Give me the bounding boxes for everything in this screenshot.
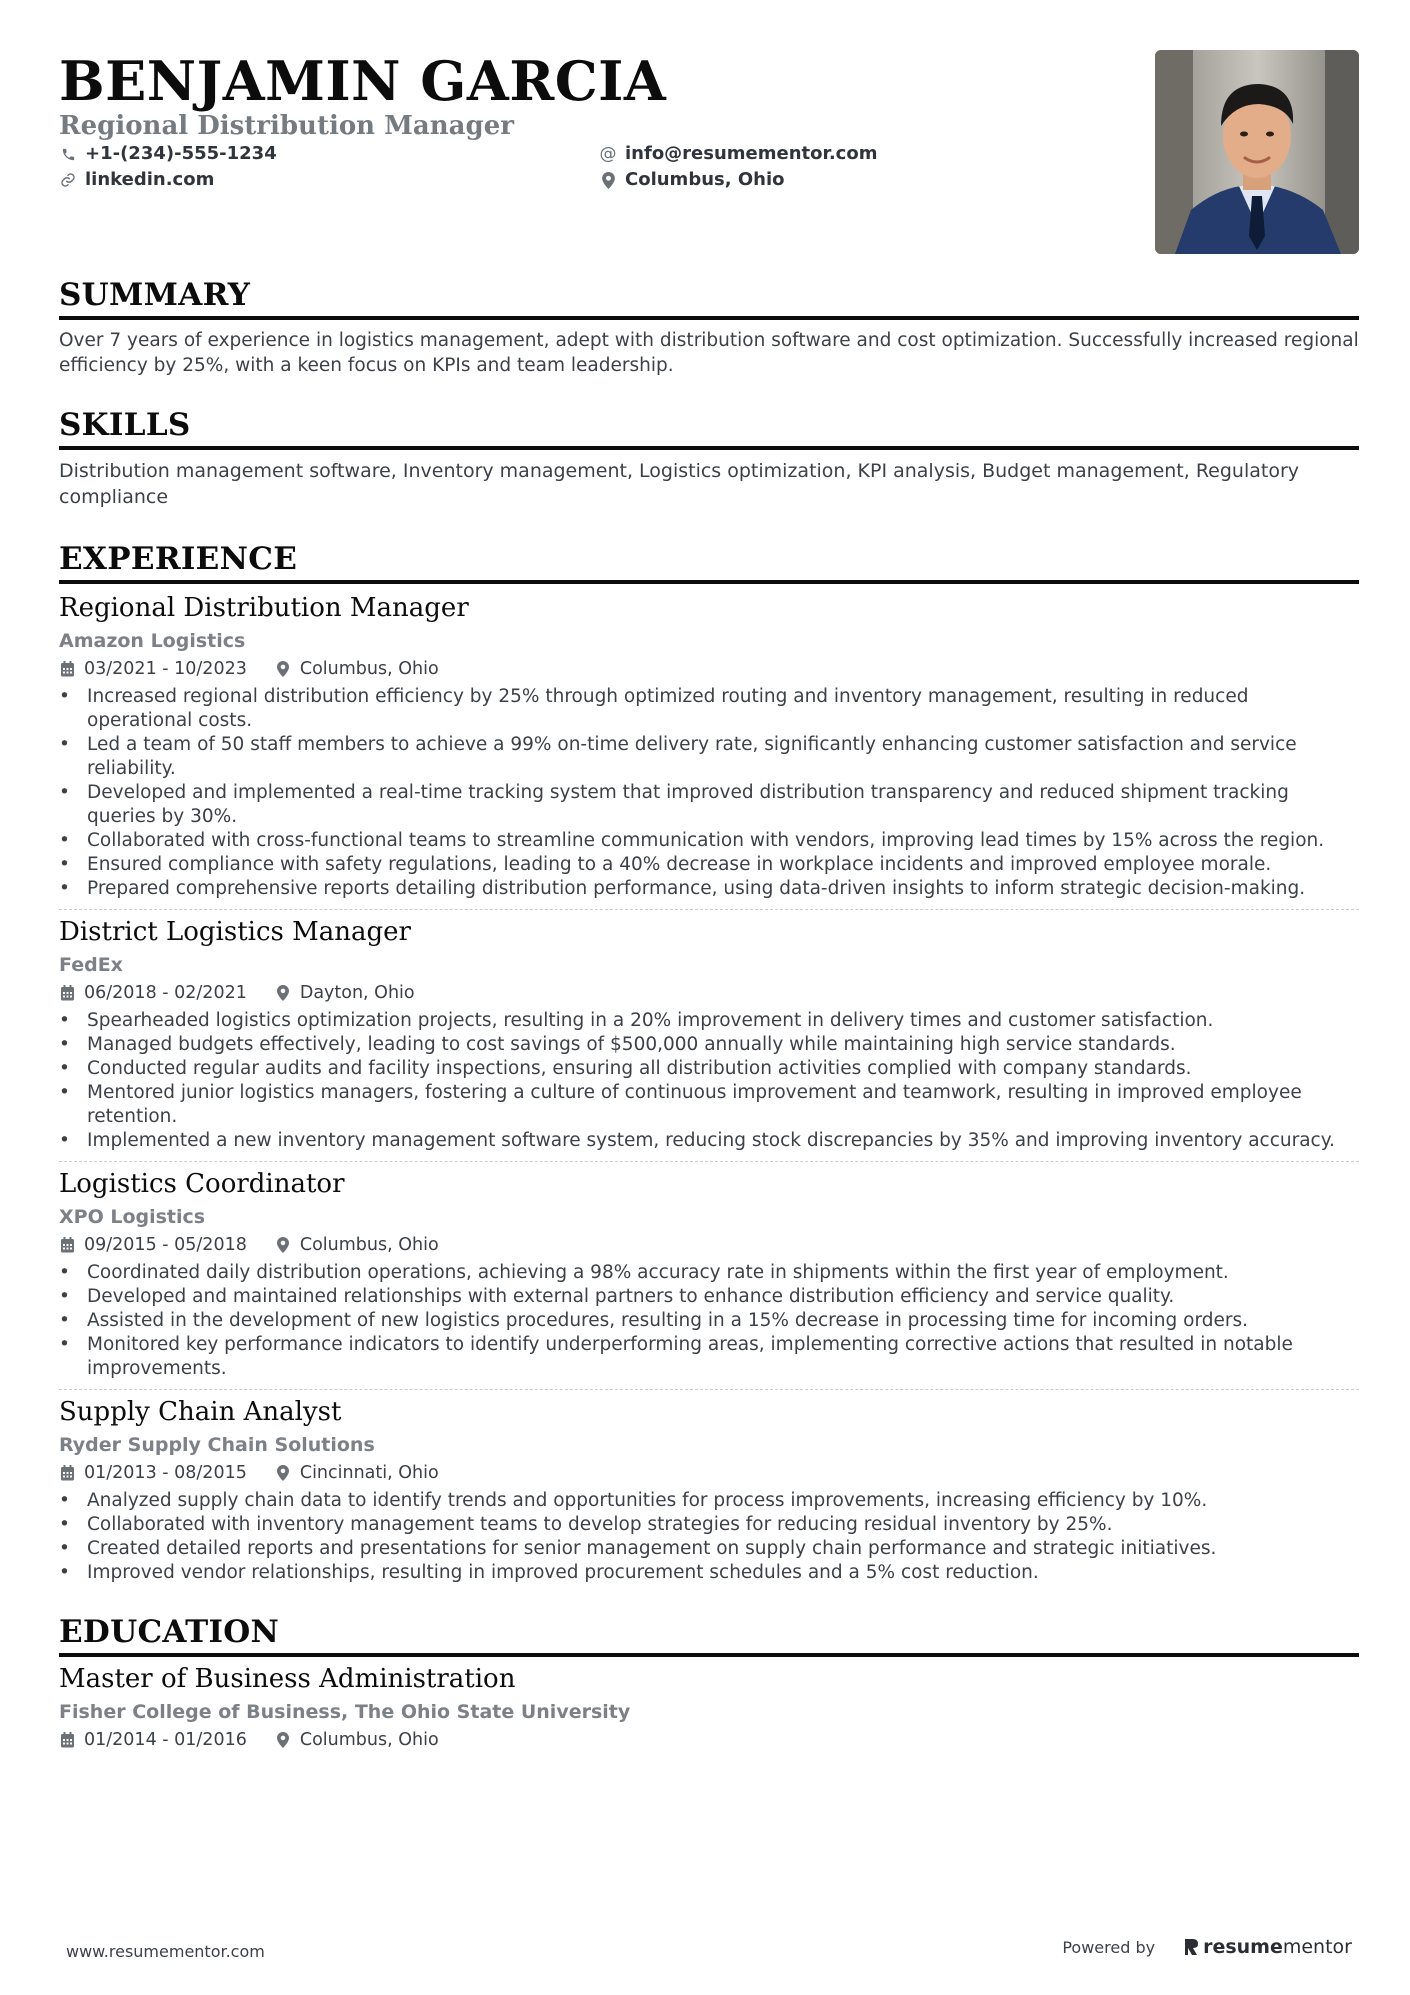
brand-logo[interactable] [1183,1936,1352,1958]
contact-email[interactable] [599,144,999,164]
job-entry [59,916,1359,1153]
map-pin-icon [275,1465,291,1481]
calendar-icon [59,661,75,677]
school-name: Fisher College of Business, The Ohio State University [59,1701,631,1723]
list-item: • Conducted regular audits and facility inspections, ensuring all distribution activities complied with company standards. [59,1057,1359,1081]
calendar-icon [59,985,75,1001]
skills-heading: SKILLS [59,406,1359,450]
resume-header [59,50,1359,250]
list-item: • Monitored key performance indicators to identify underperforming areas, implementing corrective actions that resulted in notable improvements. [59,1333,1359,1381]
education-section [59,1613,1359,1751]
summary-text: Over 7 years of experience in logistics management, adept with distribution software and cost optimization. Successfully increased regional efficiency by 25%, with a keen focus on KPIs and team leadership. [59,330,1359,376]
footer-branding [1062,1936,1352,1958]
job-entry [59,592,1359,901]
list-item: • Coordinated daily distribution operations, achieving a 98% accuracy rate in shipments within the first year of employment. [59,1261,1359,1285]
job-meta [59,1462,1359,1484]
map-pin-icon [275,1237,291,1253]
job-divider [59,1161,1359,1162]
skills-text: Distribution management software, Inventory management, Logistics optimization, KPI analysis, Budget management, Regulatory compliance [59,460,1300,508]
list-item: • Prepared comprehensive reports detailing distribution performance, using data-driven insights to inform strategic decision-making. [59,877,1359,901]
phone-icon [59,145,77,163]
job-location: Cincinnati, Ohio [299,1463,439,1483]
summary-section [59,276,1359,378]
list-item: • Assisted in the development of new logistics procedures, resulting in a 15% decrease in processing time for incoming orders. [59,1309,1359,1333]
experience-section [59,540,1359,1585]
list-item: • Managed budgets effectively, leading to cost savings of $500,000 annually while maintaining high service standards. [59,1033,1359,1057]
job-company: Ryder Supply Chain Solutions [59,1434,375,1456]
powered-by-label: Powered by [1062,1937,1156,1957]
job-meta [59,1234,1359,1256]
job-dates: 03/2021 - 10/2023 [84,659,247,679]
list-item: • Increased regional distribution efficiency by 25% through optimized routing and inventory management, resulting in reduced operational costs. [59,685,1359,733]
list-item: • Implemented a new inventory management software system, reducing stock discrepancies by 35% and improving inventory accuracy. [59,1129,1359,1153]
list-item: • Developed and maintained relationships with external partners to enhance distribution efficiency and service quality. [59,1285,1359,1309]
job-location: Dayton, Ohio [299,983,415,1003]
profile-photo [1155,50,1359,254]
job-dates: 09/2015 - 05/2018 [84,1235,247,1255]
candidate-title: Regional Distribution Manager [59,111,514,141]
job-dates: 06/2018 - 02/2021 [84,983,247,1003]
job-company: Amazon Logistics [59,630,246,652]
skills-section [59,406,1359,510]
job-company: XPO Logistics [59,1206,206,1228]
calendar-icon [59,1237,75,1253]
education-entry [59,1663,1359,1751]
job-title: Supply Chain Analyst [59,1397,342,1427]
brand-name-bold: resume [1203,1936,1283,1958]
job-divider [59,909,1359,910]
job-dates: 01/2013 - 08/2015 [84,1463,247,1483]
list-item: • Ensured compliance with safety regulations, leading to a 40% decrease in workplace incidents and improved employee morale. [59,853,1359,877]
job-bullets [59,685,1359,901]
list-item: • Developed and implemented a real-time tracking system that improved distribution transparency and reduced shipment tracking queries by 30%. [59,781,1359,829]
map-pin-icon [275,1732,291,1748]
job-bullets [59,1261,1359,1381]
footer-website[interactable]: www.resumementor.com [66,1942,265,1961]
job-title: District Logistics Manager [59,917,411,947]
job-location: Columbus, Ohio [299,659,439,679]
linkedin-text[interactable]: linkedin.com [85,169,215,190]
resume-page [59,50,1359,1751]
list-item: • Collaborated with cross-functional teams to streamline communication with vendors, improving lead times by 15% across the region. [59,829,1359,853]
job-title: Regional Distribution Manager [59,593,469,623]
summary-heading: SUMMARY [59,276,1359,320]
map-pin-icon [275,661,291,677]
at-icon: @ [599,144,617,164]
education-meta [59,1729,1359,1751]
job-meta [59,982,1359,1004]
resumementor-logo-icon [1183,1937,1199,1957]
job-title: Logistics Coordinator [59,1169,345,1199]
list-item: • Created detailed reports and presentations for senior management on supply chain performance and strategic initiatives. [59,1537,1359,1561]
map-pin-icon [275,985,291,1001]
list-item: • Led a team of 50 staff members to achieve a 99% on-time delivery rate, significantly enhancing customer satisfaction and service reliability. [59,733,1359,781]
email-text[interactable]: info@resumementor.com [625,143,878,164]
contact-location [599,170,999,190]
contact-linkedin[interactable] [59,170,599,190]
brand-name-rest: mentor [1282,1936,1352,1958]
calendar-icon [59,1465,75,1481]
job-location: Columbus, Ohio [299,1235,439,1255]
calendar-icon [59,1732,75,1748]
job-bullets [59,1009,1359,1153]
job-entry [59,1168,1359,1381]
candidate-name: BENJAMIN GARCIA [59,49,667,113]
list-item: • Spearheaded logistics optimization projects, resulting in a 20% improvement in delivery times and customer satisfaction. [59,1009,1359,1033]
experience-heading: EXPERIENCE [59,540,1359,584]
list-item: • Mentored junior logistics managers, fostering a culture of continuous improvement and teamwork, resulting in improved employee retention. [59,1081,1359,1129]
job-meta [59,658,1359,680]
list-item: • Analyzed supply chain data to identify trends and opportunities for process improvements, increasing efficiency by 10%. [59,1489,1359,1513]
job-bullets [59,1489,1359,1585]
education-location: Columbus, Ohio [299,1730,439,1750]
degree-title: Master of Business Administration [59,1664,516,1694]
job-company: FedEx [59,954,123,976]
education-heading: EDUCATION [59,1613,1359,1657]
education-dates: 01/2014 - 01/2016 [84,1730,247,1750]
job-divider [59,1389,1359,1390]
map-pin-icon [599,171,617,189]
location-text: Columbus, Ohio [625,169,785,190]
contact-phone [59,144,599,164]
list-item: • Collaborated with inventory management teams to develop strategies for reducing residual inventory by 25%. [59,1513,1359,1537]
link-icon [59,171,77,189]
list-item: • Improved vendor relationships, resulting in improved procurement schedules and a 5% cost reduction. [59,1561,1359,1585]
job-entry [59,1396,1359,1585]
phone-text: +1-(234)-555-1234 [85,143,277,164]
